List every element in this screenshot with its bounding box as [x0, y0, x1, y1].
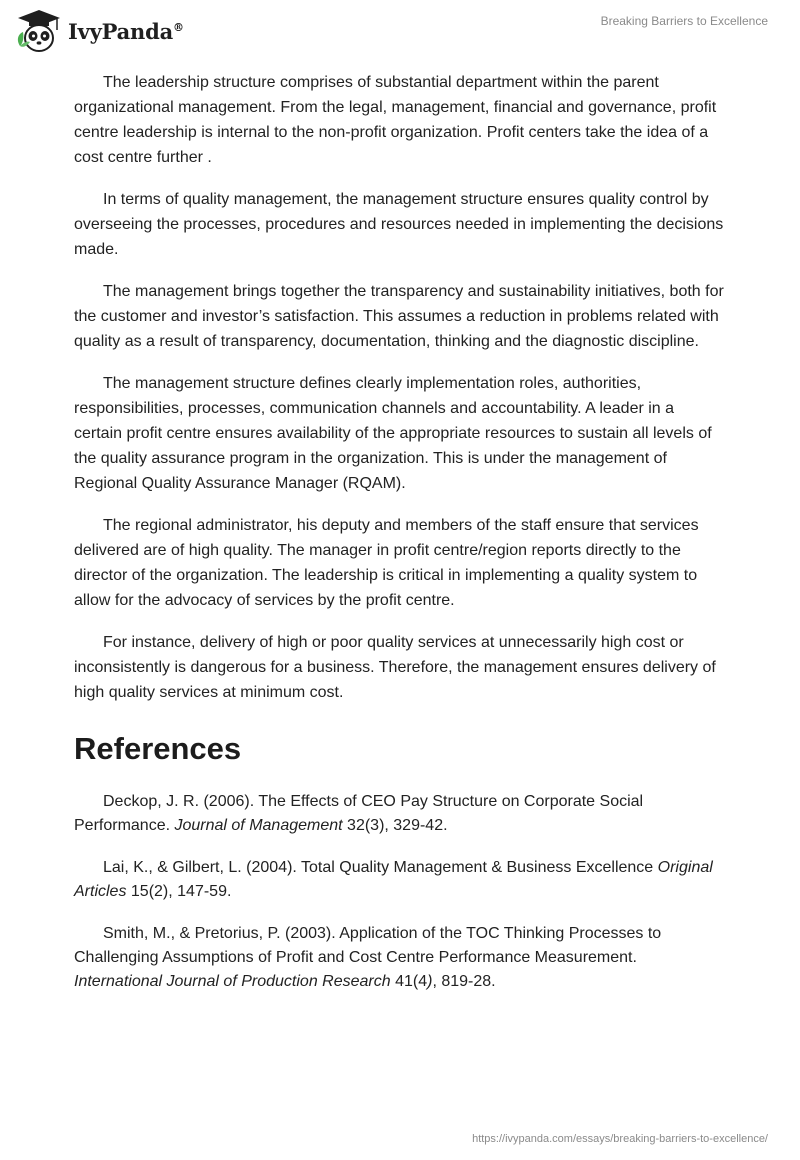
registered-mark: ® [173, 20, 184, 34]
reference-journal: International Journal of Production Research [74, 973, 391, 990]
reference-item [74, 922, 726, 994]
reference-text: Lai, K., & Gilbert, L. (2004). Total Quality Management & Business Excellence [103, 859, 658, 876]
reference-volume: 32(3), 329-42. [342, 817, 448, 834]
body-paragraph: The management structure defines clearly implementation roles, authorities, responsibilities, processes, communication channels and accountability. A leader in a certain profit centre ensures availability of the appropriate resources to sustain all levels of the quality assurance program in the organization. This is under the management of Regional Quality Assurance Manager (RQAM). [74, 375, 712, 492]
body-paragraph: The leadership structure comprises of substantial department within the parent organizational management. From the legal, management, financial and governance, profit centre leadership is internal to the non-profit organization. Profit centers take the idea of a cost centre further . [74, 74, 717, 166]
body-paragraph: For instance, delivery of high or poor quality services at unnecessarily high cost or inconsistently is dangerous for a business. Therefore, the management ensures delivery of high quality services at minimum cost. [74, 634, 716, 701]
panda-graduate-icon [14, 8, 64, 54]
reference-volume: 41(4 [390, 973, 428, 990]
source-url-link[interactable]: https://ivypanda.com/essays/breaking-barriers-to-excellence/ [472, 1133, 768, 1145]
body-paragraph: In terms of quality management, the management structure ensures quality control by overseeing the processes, procedures and resources needed in implementing the decisions made. [74, 191, 724, 258]
reference-volume: 15(2), 147-59. [126, 883, 232, 900]
reference-journal: Original Articles [74, 859, 713, 900]
reference-journal: Journal of Management [174, 817, 343, 834]
ivypanda-logo[interactable] [14, 8, 184, 54]
page-header [0, 0, 800, 62]
essay-content [74, 70, 726, 1012]
reference-text: Deckop, J. R. (2006). The Effects of CEO Pay Structure on Corporate Social Performance. [74, 793, 644, 834]
body-paragraph: The regional administrator, his deputy and members of the staff ensure that services delivered are of high quality. The manager in profit centre/region reports directly to the director of the organization. The leadership is critical in implementing a quality system to allow for the advocacy of services by the profit centre. [74, 517, 699, 609]
reference-text: Smith, M., & Pretorius, P. (2003). Application of the TOC Thinking Processes to Challenging Assumptions of Profit and Cost Centre Performance Measurement. [74, 925, 662, 966]
references-heading: References [74, 731, 242, 766]
body-paragraph: The management brings together the transparency and sustainability initiatives, both for the customer and investor’s satisfaction. This assumes a reduction in problems related with quality as a result of transparency, documentation, thinking and the diagnostic discipline. [74, 283, 724, 350]
reference-item [74, 790, 726, 838]
reference-pages: , 819-28. [432, 973, 496, 990]
running-title: Breaking Barriers to Excellence [600, 14, 768, 28]
reference-volume-italic: ) [427, 973, 433, 990]
logo-wordmark: IvyPanda [68, 18, 174, 44]
reference-item [74, 856, 726, 904]
